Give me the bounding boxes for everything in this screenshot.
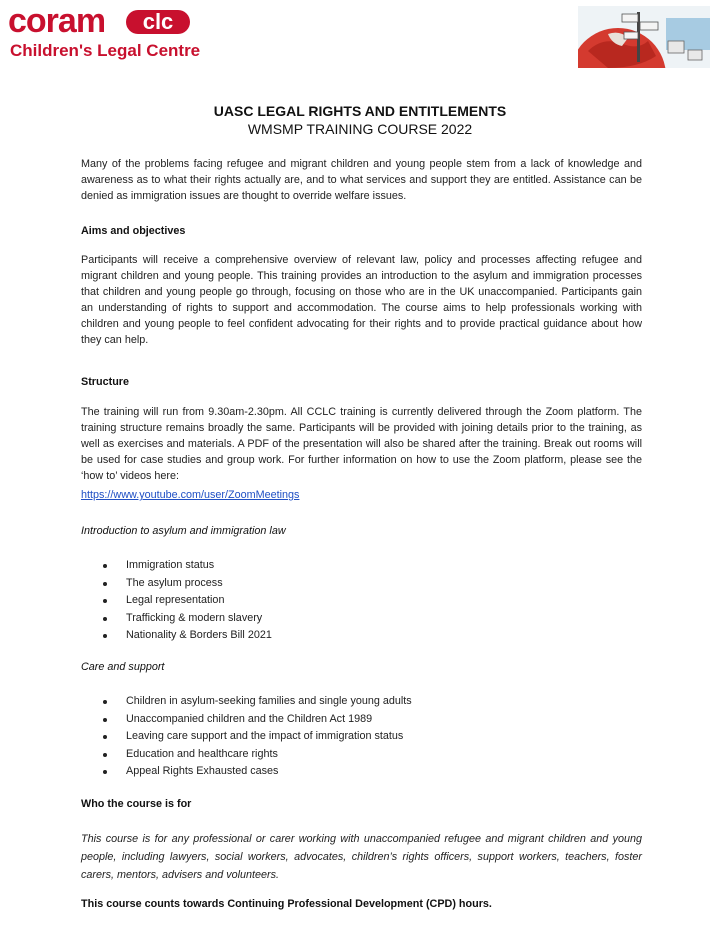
list-item: The asylum process [81,575,272,593]
structure-paragraph: The training will run from 9.30am-2.30pm. All CCLC training is currently delivered through the Zoom platform. The training structure remains broadly the same. Participants will be provided with joining details prior to the training, as well as exercises and materials. A PDF of the presentation will also be shared after the training. Break out rooms will be used for case studies and group work. For further information on how to use the Zoom platform, please see the ‘how to’ videos here: [81,406,642,482]
list-item: Trafficking & modern slavery [81,610,272,628]
cpd-note: This course counts towards Continuing Professional Development (CPD) hours. [81,898,492,910]
list-item: Appeal Rights Exhausted cases [81,763,412,781]
logo-subtitle: Children's Legal Centre [10,41,201,60]
list-item: Nationality & Borders Bill 2021 [81,627,272,645]
care-support-heading: Care and support [81,661,165,673]
aims-heading: Aims and objectives [81,225,186,237]
list-item: Leaving care support and the impact of immigration status [81,728,412,746]
logo-coram-text: coram [8,2,106,40]
audience-heading: Who the course is for [81,798,192,810]
structure-heading: Structure [81,376,129,388]
asylum-law-list [81,557,272,645]
list-item: Legal representation [81,592,272,610]
course-subtitle: WMSMP TRAINING COURSE 2022 [247,121,473,137]
aims-paragraph: Participants will receive a comprehensive overview of relevant law, policy and processes affecting refugee and migrant children and young people. This training provides an introduction to the asylum and immigration processes that children and young people go through, focusing on those who are in the UK unaccompanied. Participants gain an understanding of rights to support and accommodation. The course aims to help professionals working with children and young people to feel confident advocating for their rights and to provide practical guidance about how they can help. [81,254,642,346]
course-title: UASC LEGAL RIGHTS AND ENTITLEMENTS [213,103,507,119]
zoom-videos-link[interactable]: https://www.youtube.com/user/ZoomMeetings [81,489,300,501]
intro-paragraph: Many of the problems facing refugee and migrant children and young people stem from a lack of knowledge and awareness as to what their rights actually are, and to what services and support they are entitled. Assistance can be denied as immigration issues are thought to override welfare issues. [81,158,642,202]
care-support-list [81,693,412,781]
list-item: Education and healthcare rights [81,746,412,764]
list-item: Children in asylum-seeking families and single young adults [81,693,412,711]
audience-paragraph: This course is for any professional or carer working with unaccompanied refugee and migrant children and young people, including lawyers, social workers, advocates, children’s rights officers, support workers, teachers, foster carers, mentors, advisers and volunteers. [81,833,642,881]
coram-clc-logo [8,2,201,60]
logo-clc-badge: clc [126,10,190,34]
signpost-globe-image [578,6,710,68]
list-item: Unaccompanied children and the Children Act 1989 [81,711,412,729]
list-item: Immigration status [81,557,272,575]
asylum-law-heading: Introduction to asylum and immigration law [81,525,286,537]
